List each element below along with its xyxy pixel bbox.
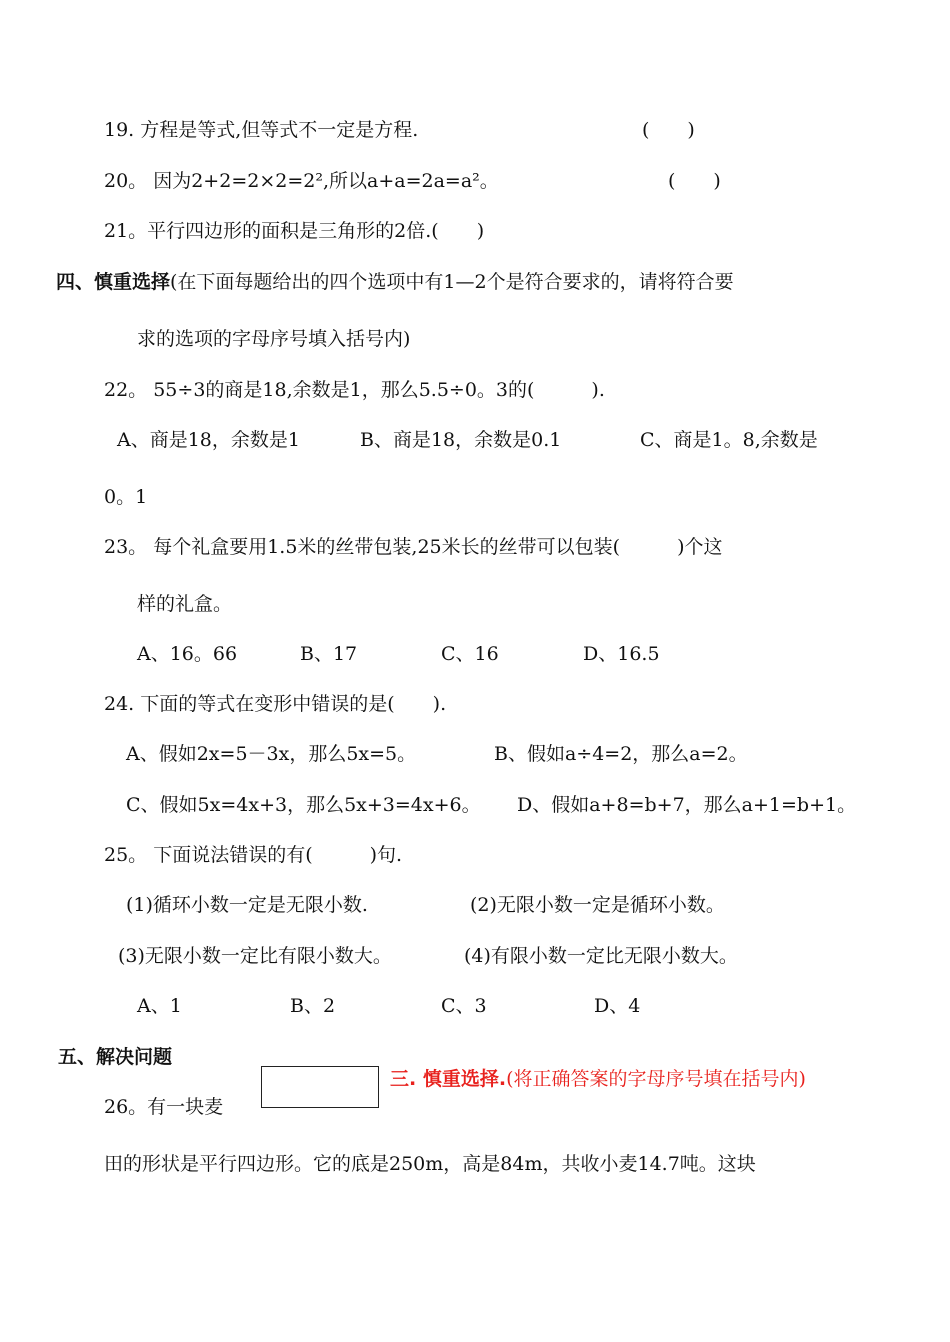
section4-heading: 四、慎重选择 bbox=[56, 271, 171, 293]
q25-text: 25。 下面说法错误的有( )句. bbox=[104, 844, 403, 866]
section5-heading: 五、解决问题 bbox=[58, 1046, 173, 1068]
q24-option-c[interactable]: C、假如5x=4x+3，那么5x+3=4x+6。 bbox=[126, 794, 481, 816]
q25-statement-2: (2)无限小数一定是循环小数。 bbox=[470, 894, 725, 916]
q20-text: 20。 因为2+2=2×2=2²,所以a+a=2a=a²。 bbox=[104, 170, 499, 192]
q24-text: 24. 下面的等式在变形中错误的是( ). bbox=[104, 693, 447, 715]
q25-statement-4: (4)有限小数一定比无限小数大。 bbox=[464, 945, 738, 967]
q19-text: 19. 方程是等式,但等式不一定是方程. bbox=[104, 119, 419, 141]
q23-text: 23。 每个礼盒要用1.5米的丝带包装,25米长的丝带可以包装( )个这 bbox=[104, 536, 723, 558]
q25-option-b[interactable]: B、2 bbox=[290, 995, 336, 1017]
q23-text-cont: 样的礼盒。 bbox=[137, 593, 233, 615]
q22-option-c[interactable]: C、商是1。8,余数是 bbox=[640, 429, 818, 451]
red-note: (将正确答案的字母序号填在括号内) bbox=[506, 1068, 806, 1090]
section4-instruction-line2: 求的选项的字母序号填入括号内) bbox=[137, 328, 411, 350]
q25-option-c[interactable]: C、3 bbox=[441, 995, 487, 1017]
q23-option-c[interactable]: C、16 bbox=[441, 643, 499, 665]
section4-instruction-line1: (在下面每题给出的四个选项中有1—2个是符合要求的，请将符合要 bbox=[170, 271, 734, 293]
q24-option-b[interactable]: B、假如a÷4=2，那么a=2。 bbox=[494, 743, 748, 765]
section4-header bbox=[56, 270, 734, 294]
q25-option-d[interactable]: D、4 bbox=[594, 995, 641, 1017]
q20-answer-paren[interactable]: ( ) bbox=[668, 170, 721, 192]
q22-text: 22。 55÷3的商是18,余数是1，那么5.5÷0。3的( ). bbox=[104, 379, 605, 401]
q23-option-b[interactable]: B、17 bbox=[300, 643, 358, 665]
q25-option-a[interactable]: A、1 bbox=[137, 995, 182, 1017]
q24-option-a[interactable]: A、假如2x=5－3x，那么5x=5。 bbox=[126, 743, 417, 765]
q25-statement-1: (1)循环小数一定是无限小数. bbox=[126, 894, 368, 916]
q24-option-d[interactable]: D、假如a+8=b+7，那么a+1=b+1。 bbox=[517, 794, 857, 816]
q22-option-b[interactable]: B、商是18，余数是0.1 bbox=[360, 429, 562, 451]
q25-statement-3: (3)无限小数一定比有限小数大。 bbox=[118, 945, 392, 967]
q21-text: 21。平行四边形的面积是三角形的2倍.( ) bbox=[104, 220, 485, 242]
q19-answer-paren[interactable]: ( ) bbox=[642, 119, 695, 141]
q26-text-cont: 田的形状是平行四边形。它的底是250m，高是84m，共收小麦14.7吨。这块 bbox=[104, 1153, 756, 1175]
q26-text: 26。有一块麦 bbox=[104, 1096, 224, 1118]
red-heading: 三. 慎重选择. bbox=[390, 1068, 507, 1090]
q23-option-d[interactable]: D、16.5 bbox=[583, 643, 660, 665]
q22-option-a[interactable]: A、商是18，余数是1 bbox=[117, 429, 300, 451]
q22-option-c-cont: 0。1 bbox=[104, 486, 148, 508]
q23-option-a[interactable]: A、16。66 bbox=[137, 643, 238, 665]
empty-text-box bbox=[261, 1066, 379, 1108]
red-section-title bbox=[390, 1067, 806, 1091]
